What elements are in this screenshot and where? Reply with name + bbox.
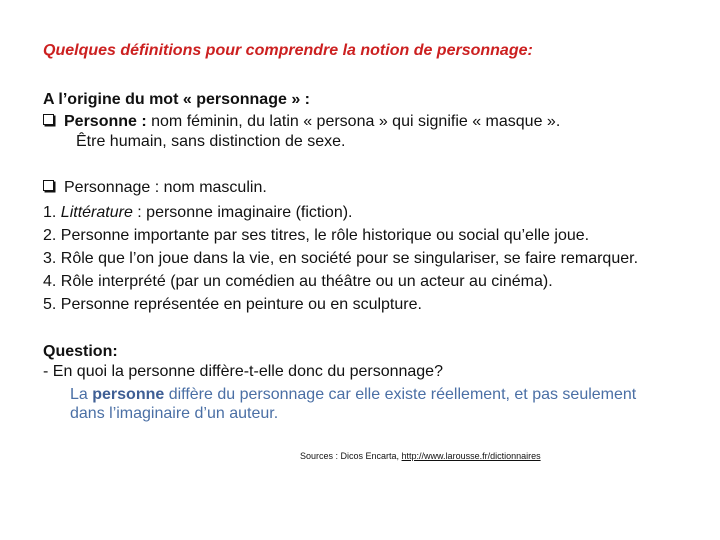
- definition-text: : personne imaginaire (fiction).: [132, 204, 353, 221]
- answer-emphasis: personne: [92, 386, 165, 403]
- personne-term: Personne :: [64, 113, 147, 130]
- definition-item-4: [43, 272, 553, 292]
- question-prompt: - En quoi la personne diffère-t-elle donc du personnage?: [43, 363, 443, 380]
- question-label: Question:: [43, 343, 118, 360]
- sources-note: [300, 451, 541, 461]
- definition-number: 5.: [43, 296, 61, 313]
- sources-label: Sources : Dicos Encarta,: [300, 451, 402, 461]
- answer-text: diffère du personnage car elle existe réellement, et pas seulement: [164, 386, 637, 403]
- definition-item-1: [43, 203, 353, 223]
- definition-text: Personne représentée en peinture ou en sculpture.: [60, 296, 422, 313]
- definition-text: Rôle que l’on joue dans la vie, en société pour se singulariser, se faire remarquer.: [60, 250, 639, 267]
- definition-text: Personne importante par ses titres, le rôle historique ou social qu’elle joue.: [60, 227, 590, 244]
- personne-definition: [43, 112, 560, 132]
- definition-text: Rôle interprété (par un comédien au théâtre ou un acteur au cinéma).: [60, 273, 553, 290]
- sources-link[interactable]: http://www.larousse.fr/dictionnaires: [401, 451, 541, 461]
- checkbox-bullet-icon: [43, 180, 54, 191]
- page-title: Quelques définitions pour comprendre la notion de personnage:: [43, 42, 533, 59]
- answer-line-2: dans l’imaginaire d’un auteur.: [70, 405, 279, 422]
- origin-heading: A l’origine du mot « personnage » :: [43, 91, 310, 108]
- definition-item-2: [43, 226, 589, 246]
- personnage-term: Personnage: [64, 179, 151, 196]
- answer-prefix: La: [70, 386, 93, 403]
- personne-continuation: Être humain, sans distinction de sexe.: [76, 133, 346, 150]
- personnage-definition: [43, 178, 267, 198]
- checkbox-bullet-icon: [43, 114, 54, 125]
- definition-number: 3.: [43, 250, 61, 267]
- definition-italic: Littérature: [60, 204, 133, 221]
- definition-item-5: [43, 295, 422, 315]
- definition-number: 2.: [43, 227, 61, 244]
- definition-number: 1.: [43, 204, 61, 221]
- personnage-definition-text: : nom masculin.: [150, 179, 267, 196]
- answer-line-1: [70, 385, 636, 405]
- definition-item-3: [43, 249, 638, 269]
- definition-number: 4.: [43, 273, 61, 290]
- personne-definition-text: nom féminin, du latin « persona » qui signifie « masque ».: [146, 113, 561, 130]
